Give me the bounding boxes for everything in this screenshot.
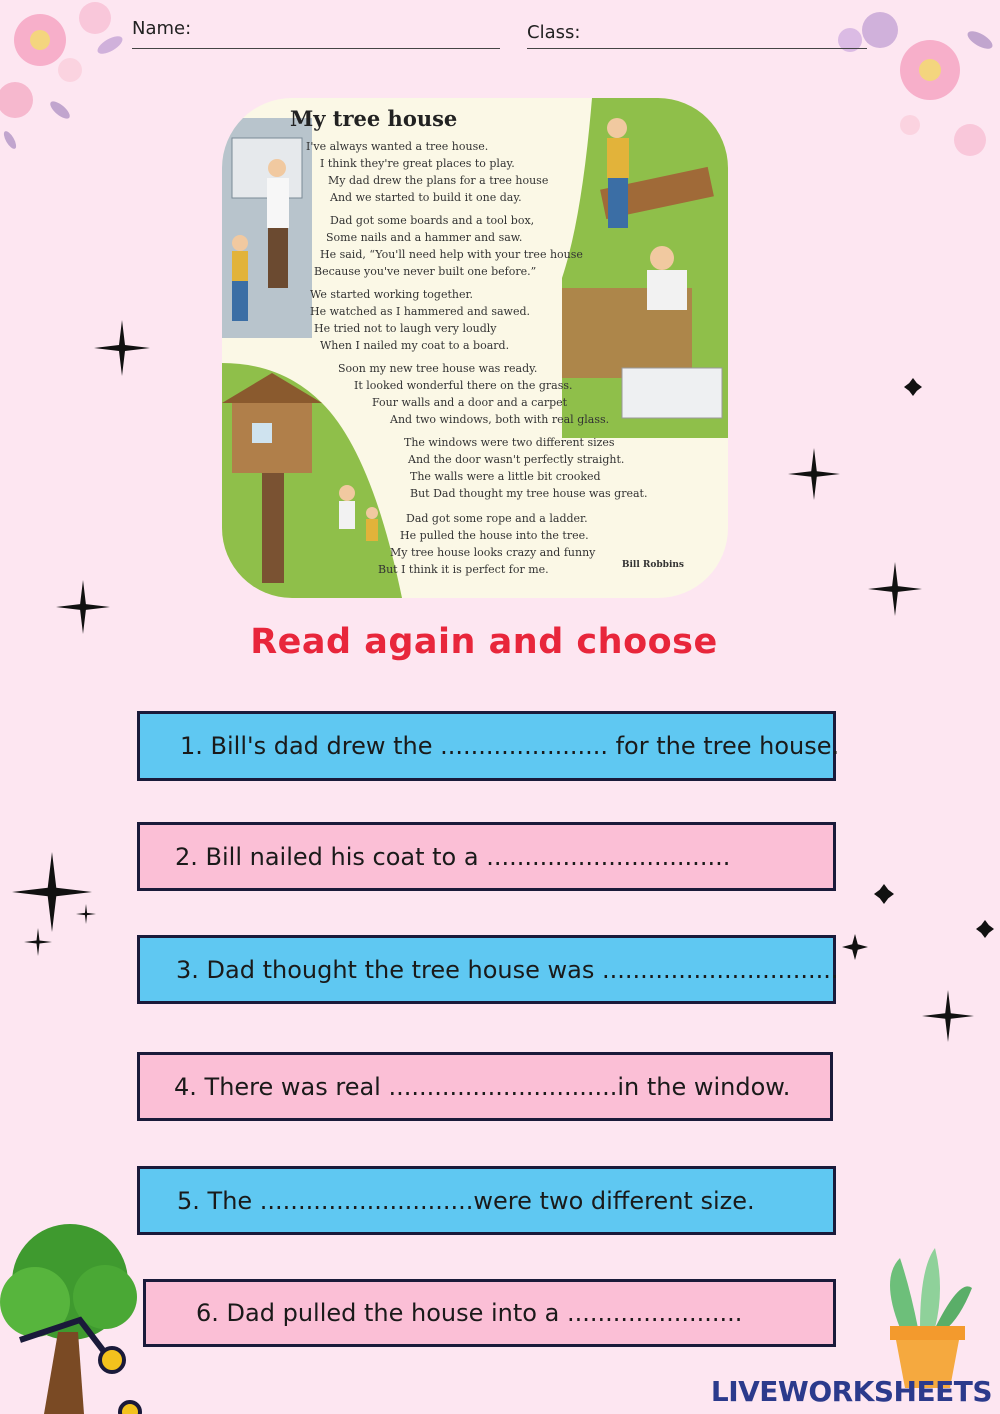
brand-text: LIVEWORKSHEETS	[710, 1375, 992, 1408]
poem-stanza-3	[310, 286, 530, 354]
sparkle-icon	[76, 904, 96, 924]
name-label: Name:	[132, 18, 192, 39]
flower-decoration-top-left	[0, 0, 140, 160]
poem-line: Some nails and a hammer and saw.	[326, 231, 523, 244]
poem-line: He said, “You'll need help with your tree house	[320, 248, 583, 261]
sparkle-icon	[922, 990, 974, 1042]
poem-line: Dad got some boards and a tool box,	[330, 214, 535, 227]
poem-line: Soon my new tree house was ready.	[338, 362, 538, 375]
question-4[interactable]	[137, 1052, 833, 1121]
poem-line: It looked wonderful there on the grass.	[354, 379, 573, 392]
question-6[interactable]	[143, 1279, 836, 1347]
poem-stanza-6	[378, 510, 595, 578]
sparkle-icon	[94, 320, 150, 376]
class-label: Class:	[527, 22, 581, 43]
question-4-text: 4. There was real ..............................in the window.	[174, 1072, 791, 1101]
question-1-text: 1. Bill's dad drew the ...................... for the tree house.	[180, 732, 840, 760]
poem-line: I think they're great places to play.	[320, 157, 515, 170]
poem-line: Four walls and a door and a carpet	[372, 396, 568, 409]
poem-author: Bill Robbins	[621, 560, 684, 570]
sparkle-icon	[24, 928, 52, 956]
poem-card	[222, 98, 728, 598]
liveworksheets-logo	[711, 1375, 992, 1408]
potted-plant-decoration	[880, 1248, 975, 1388]
question-5[interactable]	[137, 1166, 836, 1235]
sparkle-icon	[842, 934, 868, 960]
poem-line: My tree house looks crazy and funny	[390, 546, 596, 559]
class-line[interactable]	[527, 48, 867, 49]
poem-title: My tree house	[290, 106, 458, 131]
illustration-dad-and-boy	[222, 118, 312, 338]
sparkle-icon	[904, 378, 922, 396]
question-5-text: 5. The ............................were two different size.	[177, 1186, 755, 1215]
poem-line: My dad drew the plans for a tree house	[328, 174, 549, 187]
sparkle-icon	[788, 448, 840, 500]
poem-line: When I nailed my coat to a board.	[320, 339, 510, 352]
poem-line: But I think it is perfect for me.	[378, 563, 549, 576]
flower-decoration-top-right	[820, 0, 1000, 180]
poem-line: And we started to build it one day.	[330, 191, 522, 204]
poem-line: He watched as I hammered and sawed.	[310, 305, 530, 318]
tree-decoration	[0, 1222, 150, 1414]
sparkle-icon	[976, 920, 994, 938]
poem-line: Because you've never built one before.”	[314, 265, 537, 278]
poem-line: He pulled the house into the tree.	[400, 529, 589, 542]
poem-line: And the door wasn't perfectly straight.	[408, 453, 625, 466]
question-3-text: 3. Dad thought the tree house was ...............................	[176, 955, 839, 984]
poem-line: But Dad thought my tree house was great.	[410, 487, 648, 500]
poem-stanza-2	[314, 212, 583, 280]
sparkle-icon	[868, 562, 922, 616]
poem-line: The walls were a little bit crooked	[410, 470, 601, 483]
poem-line: He tried not to laugh very loudly	[314, 322, 497, 335]
question-2-text: 2. Bill nailed his coat to a ................................	[175, 842, 731, 871]
name-line[interactable]	[132, 48, 500, 49]
sparkle-icon	[874, 884, 894, 904]
question-2[interactable]	[137, 822, 836, 891]
poem-line: And two windows, both with real glass.	[390, 413, 610, 426]
poem-line: Dad got some rope and a ladder.	[406, 512, 588, 525]
poem-line: We started working together.	[310, 288, 474, 301]
poem-line: I've always wanted a tree house.	[306, 140, 489, 153]
poem-line: The windows were two different sizes	[404, 436, 615, 449]
question-1[interactable]	[137, 711, 840, 781]
question-6-text: 6. Dad pulled the house into a .......................	[196, 1299, 743, 1327]
exercise-heading: Read again and choose	[250, 622, 718, 662]
question-3[interactable]	[137, 935, 839, 1004]
poem-stanza-4	[338, 360, 609, 428]
poem-stanza-1	[306, 138, 548, 206]
poem-stanza-5	[404, 434, 647, 502]
